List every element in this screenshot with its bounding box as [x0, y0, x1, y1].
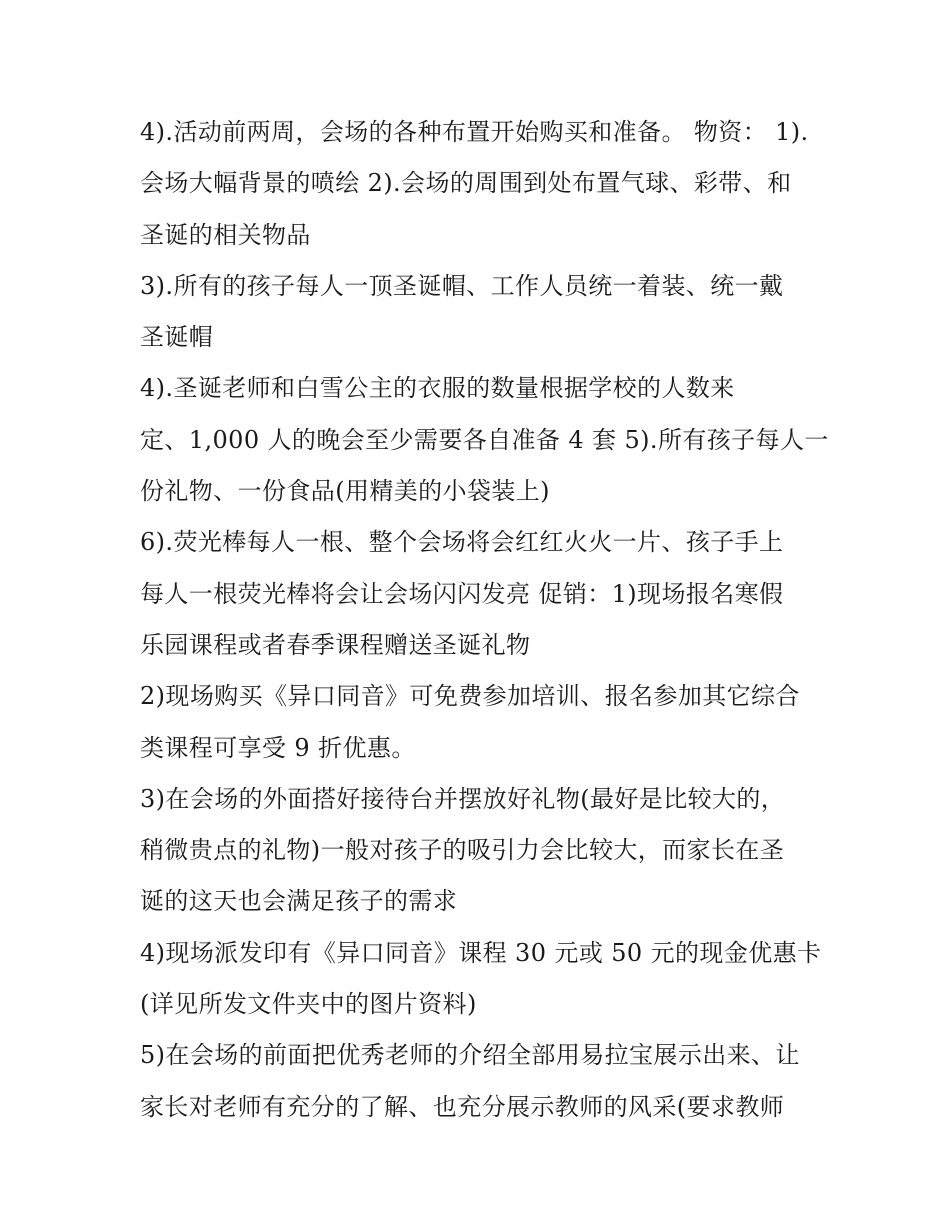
text-line: 4).圣诞老师和白雪公主的衣服的数量根据学校的人数来	[140, 374, 735, 403]
text-line: 2)现场购买《异口同音》可免费参加培训、报名参加其它综合	[140, 682, 800, 711]
text-line: 6).荧光棒每人一根、整个会场将会红红火火一片、孩子手上	[140, 528, 784, 557]
document-body	[140, 107, 830, 1133]
text-line: 圣诞帽	[140, 323, 214, 352]
text-line: 4).活动前两周，会场的各种布置开始购买和准备。 物资： 1).	[140, 118, 809, 146]
text-line: 份礼物、一份食品(用精美的小袋装上)	[140, 477, 550, 506]
text-line: (详见所发文件夹中的图片资料)	[140, 990, 477, 1019]
text-line: 会场大幅背景的喷绘 2).会场的周围到处布置气球、彩带、和	[140, 169, 792, 198]
text-line: 5)在会场的前面把优秀老师的介绍全部用易拉宝展示出来、让	[140, 1041, 800, 1070]
text-line: 3).所有的孩子每人一顶圣诞帽、工作人员统一着装、统一戴	[140, 271, 784, 300]
text-line: 乐园课程或者春季课程赠送圣诞礼物	[140, 630, 531, 659]
text-line: 诞的这天也会满足孩子的需求	[140, 887, 458, 916]
text-line: 4)现场派发印有《异口同音》课程 30 元或 50 元的现金优惠卡	[140, 938, 822, 967]
text-line: 类课程可享受 9 折优惠。	[140, 733, 416, 762]
text-line: 3)在会场的外面搭好接待台并摆放好礼物(最好是比较大的，	[140, 784, 786, 813]
text-line: 家长对老师有充分的了解、也充分展示教师的风采(要求教师	[140, 1092, 785, 1121]
text-line: 每人一根荧光棒将会让会场闪闪发亮 促销：1)现场报名寒假	[140, 579, 784, 608]
text-line: 圣诞的相关物品	[140, 220, 311, 249]
text-line: 定、1,000 人的晚会至少需要各自准备 4 套 5).所有孩子每人一	[140, 425, 829, 454]
text-line: 稍微贵点的礼物)一般对孩子的吸引力会比较大，而家长在圣	[140, 836, 785, 865]
